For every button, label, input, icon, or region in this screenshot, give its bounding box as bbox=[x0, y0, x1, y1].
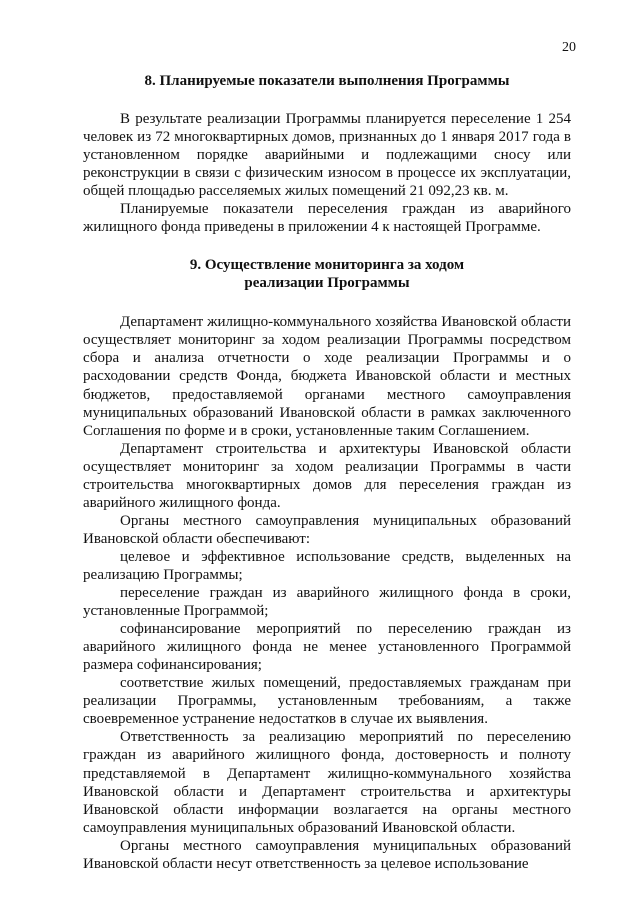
list-item: софинансирование мероприятий по переселению граждан из аварийного жилищного фонда не менее установленного Программой размера софинансирования; bbox=[83, 621, 571, 674]
list-item: соответствие жилых помещений, предоставляемых гражданам при реализации Программы, установленным требованиям, а также своевременное устранение недостатков в случае их выявления. bbox=[83, 675, 571, 728]
section-9-body bbox=[83, 313, 571, 872]
paragraph: Департамент жилищно-коммунального хозяйства Ивановской области осуществляет мониторинг за ходом реализации Программы посредством сбора и анализа отчетности о ходе реализации Программы и о расходовании средств Фонда, бюджета Ивановской области и местных бюджетов, предоставляемой органами местного самоуправления муниципальных образований Ивановской области в рамках заключенного Соглашения по форме и в сроки, установленные таким Соглашением. bbox=[83, 314, 571, 439]
list-item: переселение граждан из аварийного жилищного фонда в сроки, установленные Программой; bbox=[83, 585, 571, 620]
page-number: 20 bbox=[562, 40, 576, 55]
page-content bbox=[83, 72, 571, 873]
section-9-heading-line: реализации Программы bbox=[244, 275, 410, 292]
paragraph: Ответственность за реализацию мероприятий по переселению граждан из аварийного жилищного фонда, достоверность и полноту представляемой в Департамент жилищно-коммунального хозяйства Ивановской области и Департамент строительства и архитектуры Ивановской области информации возлагается на органы местного самоуправления муниципальных образований Ивановской области. bbox=[83, 729, 571, 836]
section-9-heading-line: 9. Осуществление мониторинга за ходом bbox=[189, 257, 465, 274]
section-8-body bbox=[83, 110, 571, 236]
section-8-heading: 8. Планируемые показатели выполнения Программы bbox=[144, 73, 510, 89]
paragraph: Департамент строительства и архитектуры Ивановской области осуществляет мониторинг за ходом реализации Программы в части строительства многоквартирных домов для переселения граждан из аварийного жилищного фонда. bbox=[83, 440, 571, 511]
section-9-heading bbox=[83, 256, 571, 292]
paragraph: Планируемые показатели переселения граждан из аварийного жилищного фонда приведены в приложении 4 к настоящей Программе. bbox=[83, 201, 571, 236]
list-item: целевое и эффективное использование средств, выделенных на реализацию Программы; bbox=[83, 548, 571, 583]
paragraph: В результате реализации Программы планируется переселение 1 254 человек из 72 многоквартирных домов, признанных до 1 января 2017 года в установленном порядке аварийными и подлежащими сносу или реконструкции в связи с физическим износом в процессе их эксплуатации, общей площадью расселяемых жилых помещений 21 092,23 кв. м. bbox=[83, 111, 571, 200]
paragraph: Органы местного самоуправления муниципальных образований Ивановской области несут ответственность за целевое использование bbox=[83, 837, 571, 872]
paragraph: Органы местного самоуправления муниципальных образований Ивановской области обеспечивают: bbox=[83, 512, 571, 547]
